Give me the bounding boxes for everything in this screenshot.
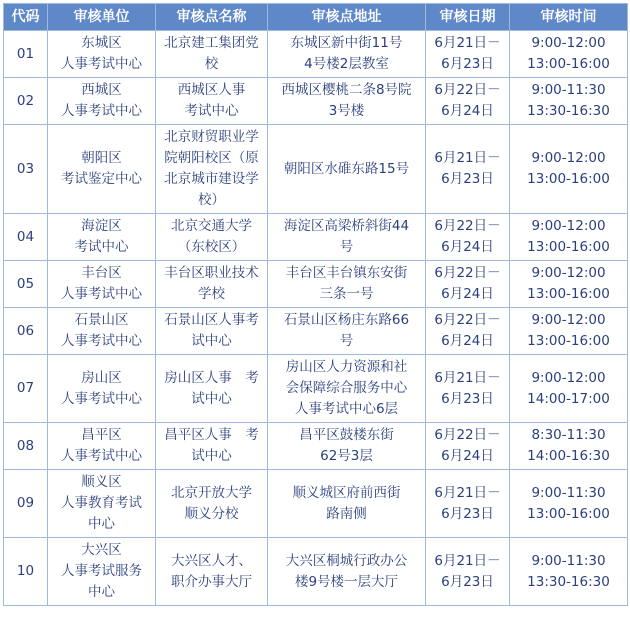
date-cell — [426, 538, 510, 606]
time-line: 13:00-16:00 — [527, 171, 610, 187]
date-line: 6月22日－ — [434, 82, 501, 98]
time-cell — [510, 308, 628, 355]
date-line: 6月21日－ — [434, 552, 501, 569]
unit-line: 人事考试中心 — [61, 333, 142, 349]
date-line: 6月23日 — [441, 505, 494, 522]
site-name-line: 试中心 — [191, 333, 232, 349]
date-cell — [426, 214, 510, 261]
site-name-line: 考试中心 — [184, 103, 239, 119]
unit-line: 顺义区 — [81, 474, 122, 490]
unit-line: 人事考试服务 — [61, 563, 142, 579]
time-cell — [510, 214, 628, 261]
time-line: 9:00-12:00 — [531, 369, 606, 386]
time-cell — [510, 470, 628, 538]
site-name-cell — [156, 214, 268, 261]
site-name-line: 西城区人事 — [177, 82, 246, 98]
site-name-line: 丰台区职业技术 — [164, 265, 259, 281]
unit-line: 中心 — [88, 516, 115, 532]
address-line: 昌平区鼓楼东街 — [299, 427, 394, 443]
table-row — [4, 261, 628, 308]
site-name-cell — [156, 470, 268, 538]
table-row — [4, 125, 628, 214]
unit-line: 人事考试中心 — [61, 56, 142, 72]
time-line: 13:00-16:00 — [527, 239, 610, 255]
site-name-cell — [156, 423, 268, 470]
site-name-line: 院朝阳校区（原 — [164, 150, 259, 166]
code-cell: 03 — [4, 125, 48, 214]
unit-cell — [48, 423, 156, 470]
code-cell: 06 — [4, 308, 48, 355]
site-name-line: 校） — [198, 192, 225, 208]
site-name-line: （东校区） — [177, 239, 246, 255]
time-line: 8:30-11:30 — [531, 427, 606, 443]
unit-line: 石景山区 — [74, 312, 129, 328]
site-name-line: 大兴区人才、 — [171, 552, 252, 569]
address-cell — [268, 423, 426, 470]
site-name-line: 房山区人事 考 — [164, 369, 259, 386]
address-line: 大兴区桐城行政办公 — [285, 552, 408, 569]
date-cell — [426, 78, 510, 125]
date-line: 6月22日－ — [434, 312, 501, 328]
date-line: 6月22日－ — [434, 218, 501, 234]
site-name-line: 职介办事大厅 — [171, 573, 252, 590]
unit-line: 昌平区 — [81, 427, 122, 443]
address-cell — [268, 214, 426, 261]
date-line: 6月21日－ — [434, 369, 501, 386]
date-line: 6月24日 — [441, 239, 494, 255]
address-cell — [268, 538, 426, 606]
time-line: 9:00-11:30 — [531, 82, 606, 98]
address-cell — [268, 261, 426, 308]
time-line: 13:00-16:00 — [527, 505, 610, 522]
unit-cell — [48, 125, 156, 214]
address-line: 62号3层 — [320, 448, 373, 464]
site-name-line: 试中心 — [191, 390, 232, 407]
site-name-line: 石景山区人事考 — [164, 312, 259, 328]
header-code: 代码 — [4, 4, 48, 31]
site-name-line: 北京建工集团党 — [164, 35, 259, 51]
date-line: 6月21日－ — [434, 150, 501, 166]
site-name-cell — [156, 308, 268, 355]
header-address: 审核点地址 — [268, 4, 426, 31]
time-cell — [510, 538, 628, 606]
site-name-line: 昌平区人事 考 — [164, 427, 259, 443]
table-row — [4, 78, 628, 125]
unit-line: 考试鉴定中心 — [61, 171, 142, 187]
address-line: 路南侧 — [326, 505, 367, 522]
header-times: 审核时间 — [510, 4, 628, 31]
time-line: 13:00-16:00 — [527, 286, 610, 302]
unit-cell — [48, 78, 156, 125]
date-line: 6月22日－ — [434, 427, 501, 443]
time-line: 9:00-12:00 — [531, 150, 606, 166]
address-line: 石景山区杨庄东路66 — [283, 312, 410, 328]
address-line: 朝阳区水碓东路15号 — [283, 160, 410, 177]
address-line: 东城区新中街11号 — [290, 35, 403, 51]
unit-line: 考试中心 — [74, 239, 129, 255]
header-dates: 审核日期 — [426, 4, 510, 31]
table-body — [4, 31, 628, 606]
address-cell — [268, 125, 426, 214]
date-line: 6月24日 — [441, 333, 494, 349]
code-cell: 07 — [4, 355, 48, 423]
time-line: 9:00-12:00 — [531, 218, 606, 234]
address-cell — [268, 31, 426, 78]
site-name-line: 校 — [204, 56, 219, 72]
address-line: 号 — [339, 239, 354, 255]
time-line: 9:00-12:00 — [531, 312, 606, 328]
site-name-cell — [156, 261, 268, 308]
address-line: 西城区樱桃二条8号院 — [281, 82, 412, 98]
time-line: 13:30-16:30 — [527, 573, 610, 590]
unit-line: 人事考试中心 — [61, 448, 142, 464]
date-cell — [426, 261, 510, 308]
date-cell — [426, 125, 510, 214]
address-line: 房山区人力资源和社 — [285, 359, 408, 375]
time-line: 14:00-17:00 — [527, 390, 610, 407]
unit-line: 大兴区 — [81, 542, 122, 558]
unit-line: 人事考试中心 — [61, 103, 142, 119]
date-line: 6月21日－ — [434, 484, 501, 501]
code-cell: 04 — [4, 214, 48, 261]
unit-cell — [48, 31, 156, 78]
unit-cell — [48, 538, 156, 606]
date-cell — [426, 308, 510, 355]
site-name-cell — [156, 538, 268, 606]
date-line: 6月21日－ — [434, 35, 501, 51]
table-row — [4, 423, 628, 470]
address-line: 三条一号 — [319, 286, 374, 302]
code-cell: 08 — [4, 423, 48, 470]
code-cell: 02 — [4, 78, 48, 125]
address-line: 4号楼2层教室 — [304, 56, 389, 72]
address-line: 人事考试中心6层 — [294, 401, 399, 417]
address-cell — [268, 308, 426, 355]
unit-line: 人事考试中心 — [61, 390, 142, 407]
date-line: 6月24日 — [441, 103, 494, 119]
address-line: 海淀区高梁桥斜街44 — [283, 218, 410, 234]
site-name-cell — [156, 355, 268, 423]
date-cell — [426, 355, 510, 423]
address-line: 会保障综合服务中心 — [285, 380, 408, 396]
time-line: 14:00-16:30 — [527, 448, 610, 464]
time-line: 13:00-16:00 — [527, 56, 610, 72]
site-name-line: 顺义分校 — [184, 505, 239, 522]
unit-line: 东城区 — [81, 35, 122, 51]
date-line: 6月22日－ — [434, 265, 501, 281]
table-row — [4, 538, 628, 606]
unit-line: 朝阳区 — [81, 150, 122, 166]
date-line: 6月23日 — [441, 573, 494, 590]
address-line: 3号楼 — [328, 103, 365, 119]
date-line: 6月24日 — [441, 286, 494, 302]
unit-line: 西城区 — [81, 82, 122, 98]
code-cell: 05 — [4, 261, 48, 308]
date-cell — [426, 31, 510, 78]
header-unit: 审核单位 — [48, 4, 156, 31]
unit-cell — [48, 308, 156, 355]
date-line: 6月23日 — [441, 390, 494, 407]
address-line: 丰台区丰台镇东安街 — [285, 265, 408, 281]
time-cell — [510, 125, 628, 214]
time-cell — [510, 355, 628, 423]
time-cell — [510, 78, 628, 125]
header-row — [4, 4, 628, 31]
date-cell — [426, 423, 510, 470]
time-line: 9:00-11:30 — [531, 484, 606, 501]
time-line: 9:00-12:00 — [531, 265, 606, 281]
time-line: 9:00-12:00 — [531, 35, 606, 51]
address-line: 楼9号楼一层大厅 — [294, 573, 399, 590]
date-line: 6月23日 — [441, 171, 494, 187]
table-row — [4, 31, 628, 78]
site-name-line: 北京财贸职业学 — [164, 129, 259, 145]
date-line: 6月24日 — [441, 448, 494, 464]
address-cell — [268, 355, 426, 423]
site-name-line: 学校 — [198, 286, 225, 302]
site-name-line: 北京交通大学 — [171, 218, 252, 234]
unit-line: 中心 — [88, 584, 115, 600]
address-line: 号 — [339, 333, 354, 349]
address-line: 顺义城区府前西街 — [292, 484, 401, 501]
header-name: 审核点名称 — [156, 4, 268, 31]
code-cell: 01 — [4, 31, 48, 78]
review-schedule-table — [3, 3, 628, 606]
time-line: 13:30-16:30 — [527, 103, 610, 119]
table-row — [4, 355, 628, 423]
site-name-cell — [156, 31, 268, 78]
unit-line: 丰台区 — [81, 265, 122, 281]
address-cell — [268, 78, 426, 125]
time-cell — [510, 261, 628, 308]
site-name-cell — [156, 125, 268, 214]
unit-line: 海淀区 — [81, 218, 122, 234]
unit-line: 人事考试中心 — [61, 286, 142, 302]
time-line: 9:00-11:30 — [531, 552, 606, 569]
site-name-line: 北京开放大学 — [171, 484, 252, 501]
table-row — [4, 470, 628, 538]
unit-line: 人事教育考试 — [61, 495, 142, 511]
table-row — [4, 308, 628, 355]
site-name-line: 试中心 — [191, 448, 232, 464]
time-cell — [510, 423, 628, 470]
code-cell: 10 — [4, 538, 48, 606]
date-line: 6月23日 — [441, 56, 494, 72]
time-cell — [510, 31, 628, 78]
table-row — [4, 214, 628, 261]
unit-cell — [48, 470, 156, 538]
unit-cell — [48, 261, 156, 308]
address-cell — [268, 470, 426, 538]
code-cell: 09 — [4, 470, 48, 538]
time-line: 13:00-16:00 — [527, 333, 610, 349]
unit-line: 房山区 — [81, 369, 122, 386]
date-cell — [426, 470, 510, 538]
site-name-cell — [156, 78, 268, 125]
site-name-line: 北京城市建设学 — [164, 171, 259, 187]
unit-cell — [48, 355, 156, 423]
unit-cell — [48, 214, 156, 261]
